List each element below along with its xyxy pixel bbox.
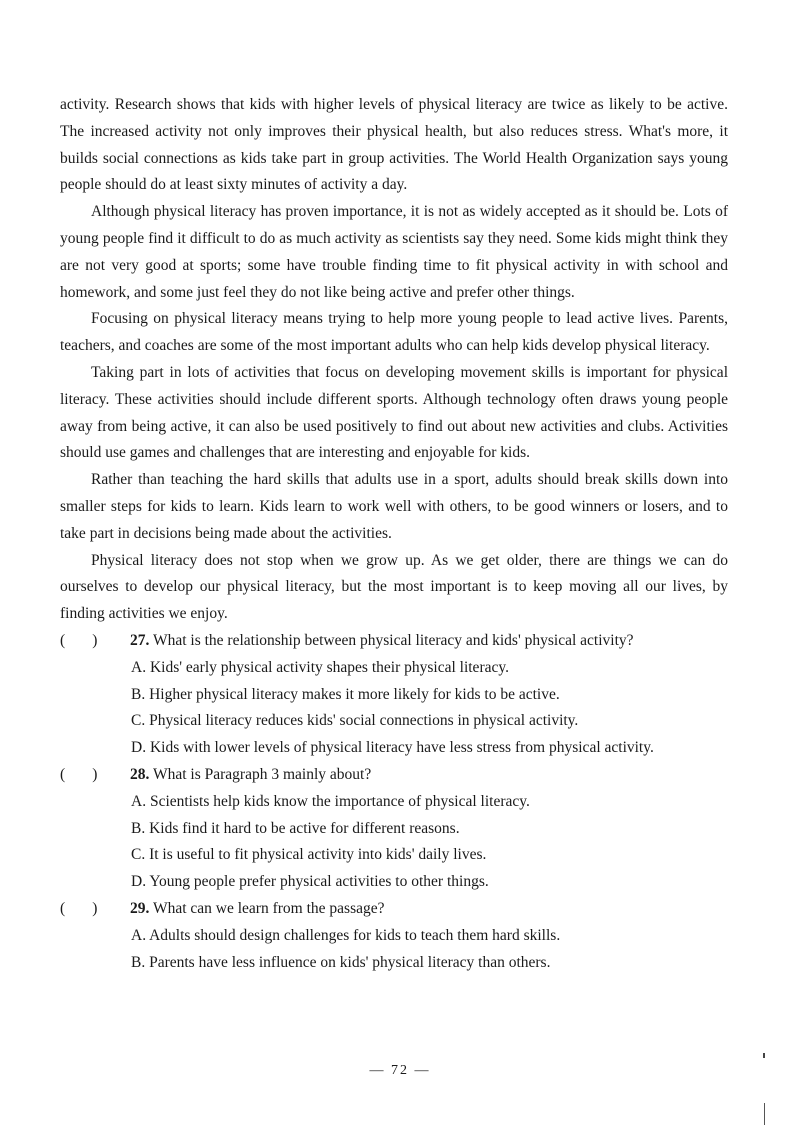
option-d: D. Kids with lower levels of physical literacy have less stress from physical activity.	[131, 739, 654, 757]
question-text: What is Paragraph 3 mainly about?	[149, 765, 372, 783]
document-body	[60, 92, 728, 976]
option-a: A. Scientists help kids know the importance of physical literacy.	[131, 792, 530, 810]
answer-blank[interactable]: ( )	[60, 631, 98, 649]
question-text: What is the relationship between physical literacy and kids' physical activity?	[149, 631, 634, 649]
question-29	[60, 896, 728, 976]
paragraph-6: Physical literacy does not stop when we grow up. As we get older, there are things we can do ourselves to develop our physical literacy, but the most important is to keep moving all our lives, by finding activities we enjoy.	[60, 551, 728, 623]
option-a: A. Kids' early physical activity shapes their physical literacy.	[131, 658, 509, 676]
paragraph-4: Taking part in lots of activities that focus on developing movement skills is important for physical literacy. These activities should include different sports. Although technology often draws young people away from being active, it can also be used positively to find out about new activities and clubs. Activities should use games and challenges that are interesting and enjoyable for kids.	[60, 363, 728, 462]
answer-blank[interactable]: ( )	[60, 899, 98, 917]
option-d: D. Young people prefer physical activities to other things.	[131, 873, 489, 891]
option-b: B. Parents have less influence on kids' physical literacy than others.	[131, 953, 551, 971]
page-number: — 72 —	[369, 1063, 431, 1078]
question-text: What can we learn from the passage?	[149, 899, 385, 917]
question-number: 29.	[130, 899, 150, 917]
option-c: C. It is useful to fit physical activity into kids' daily lives.	[131, 846, 487, 864]
question-27	[60, 628, 728, 762]
question-number: 28.	[130, 765, 150, 783]
question-stem	[60, 762, 728, 789]
question-stem	[60, 628, 728, 655]
question-number: 27.	[130, 631, 150, 649]
question-stem	[60, 896, 728, 923]
question-28	[60, 762, 728, 896]
paragraph-2: Although physical literacy has proven importance, it is not as widely accepted as it should be. Lots of young people find it difficult to do as much activity as scientists say they need. Some kids might think they are not very good at sports; some have trouble finding time to fit physical activity in with school and homework, and some just feel they do not like being active and prefer other things.	[60, 203, 728, 301]
paragraph-5: Rather than teaching the hard skills that adults use in a sport, adults should break skills down into smaller steps for kids to learn. Kids learn to work well with others, to be good winners or losers, and to take part in decisions being made about the activities.	[60, 471, 728, 542]
option-c: C. Physical literacy reduces kids' social connections in physical activity.	[131, 712, 579, 730]
paragraph-1: activity. Research shows that kids with higher levels of physical literacy are twice as likely to be active. The increased activity not only improves their physical health, but also reduces stress. What's more, it builds social connections as kids take part in group activities. The World Health Organization says young people should do at least sixty minutes of activity a day.	[60, 96, 728, 194]
answer-blank[interactable]: ( )	[60, 765, 98, 783]
option-b: B. Kids find it hard to be active for different reasons.	[131, 819, 460, 837]
scan-artifact-line	[764, 1103, 765, 1125]
option-b: B. Higher physical literacy makes it more likely for kids to be active.	[131, 685, 560, 703]
option-a: A. Adults should design challenges for kids to teach them hard skills.	[131, 926, 561, 944]
paragraph-3: Focusing on physical literacy means trying to help more young people to lead active lives. Parents, teachers, and coaches are some of the most important adults who can help kids develop physical literacy.	[60, 310, 728, 355]
scan-artifact-dot	[763, 1053, 765, 1058]
